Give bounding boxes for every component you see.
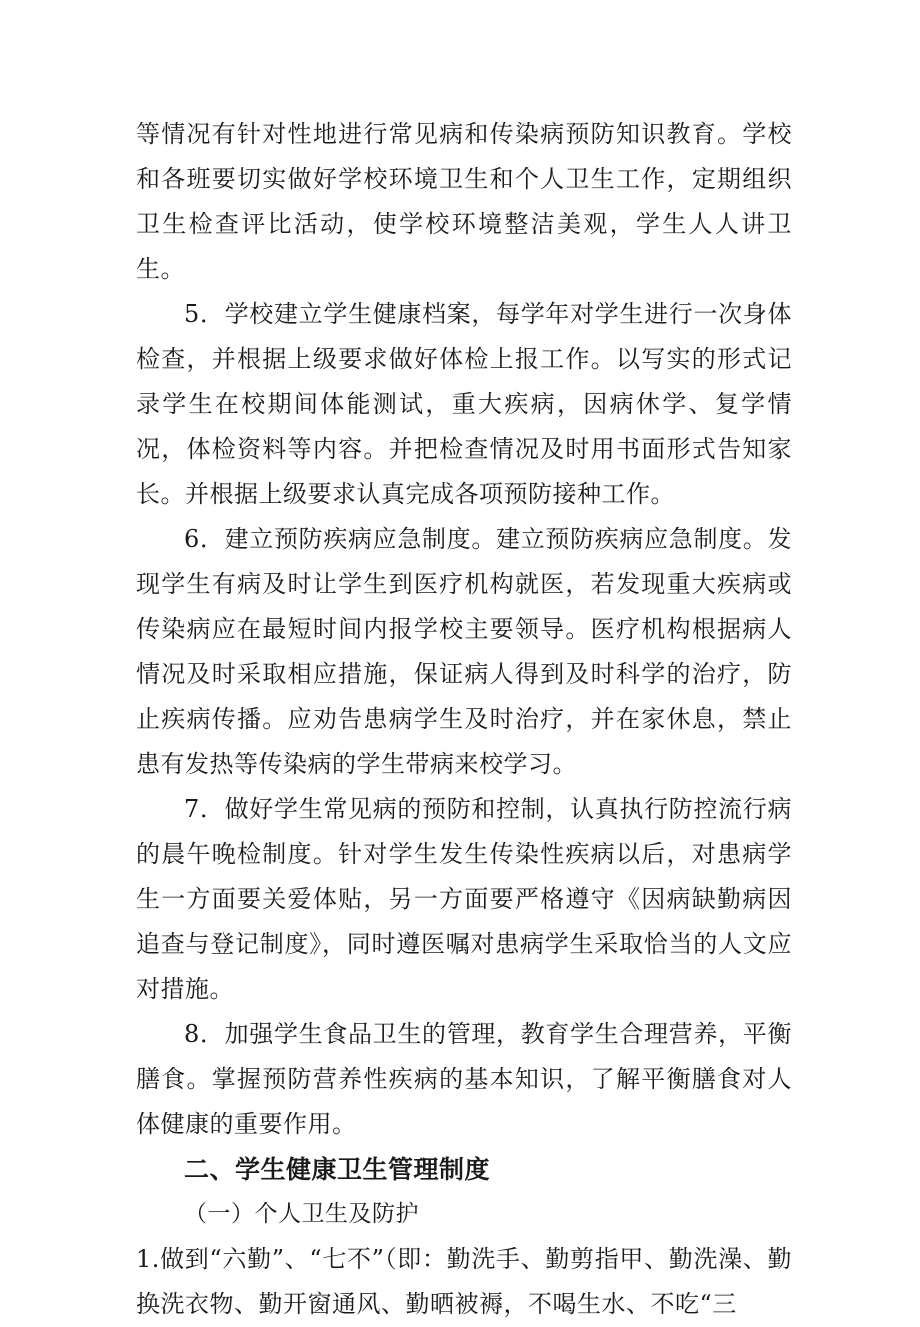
paragraph-final: 1.做到“六勤”、“七不”（即：勤洗手、勤剪指甲、勤洗澡、勤换洗衣物、勤开窗通风、勤晒被褥，不喝生水、不吃“三 — [136, 1245, 792, 1318]
paragraph-item-5: 5．学校建立学生健康档案，每学年对学生进行一次身体检查，并根据上级要求做好体检上报工作。以写实的形式记录学生在校期间体能测试，重大疾病，因病休学、复学情况，体检资料等内容。并把检查情况及时用书面形式告知家长。并根据上级要求认真完成各项预防接种工作。 — [136, 300, 792, 508]
document-page — [136, 112, 792, 1327]
subsection-heading: （一）个人卫生及防护 — [184, 1201, 419, 1227]
section-heading: 二、学生健康卫生管理制度 — [184, 1155, 491, 1184]
paragraph-item-7: 7．做好学生常见病的预防和控制，认真执行防控流行病的晨午晚检制度。针对学生发生传染性疾病以后，对患病学生一方面要关爱体贴，另一方面要严格遵守《因病缺勤病因追查与登记制度》，同时遵医嘱对患病学生采取恰当的人文应对措施。 — [136, 795, 792, 1003]
paragraph-item-6: 6．建立预防疾病应急制度。建立预防疾病应急制度。发现学生有病及时让学生到医疗机构就医，若发现重大疾病或传染病应在最短时间内报学校主要领导。医疗机构根据病人情况及时采取相应措施，保证病人得到及时科学的治疗，防止疾病传播。应劝告患病学生及时治疗，并在家休息，禁止患有发热等传染病的学生带病来校学习。 — [136, 525, 792, 778]
paragraph-item-8: 8．加强学生食品卫生的管理，教育学生合理营养，平衡膳食。掌握预防营养性疾病的基本知识，了解平衡膳食对人体健康的重要作用。 — [136, 1020, 792, 1138]
paragraph-continuation: 等情况有针对性地进行常见病和传染病预防知识教育。学校和各班要切实做好学校环境卫生和个人卫生工作，定期组织卫生检查评比活动，使学校环境整洁美观，学生人人讲卫生。 — [136, 120, 792, 283]
